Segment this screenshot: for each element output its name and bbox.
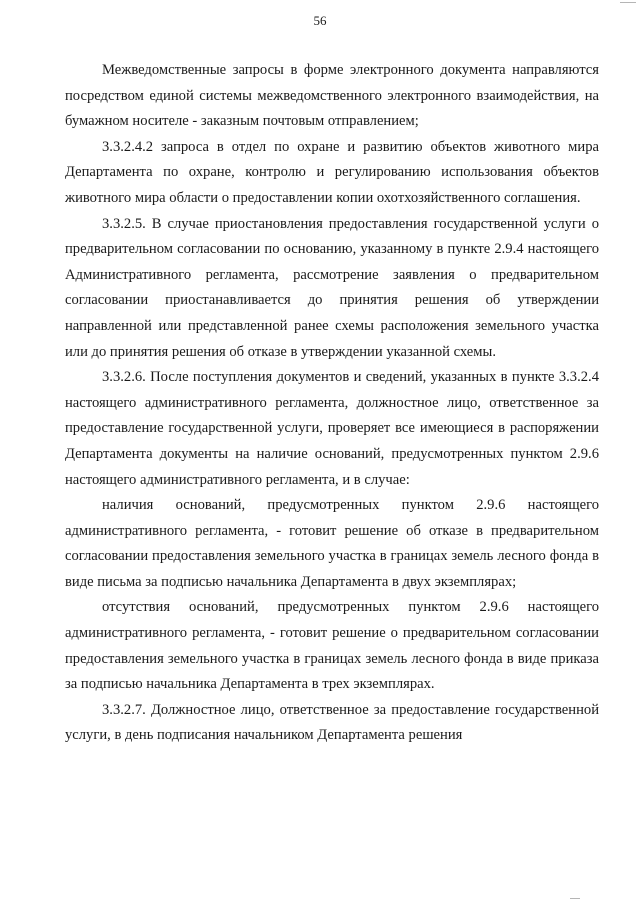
- paragraph-grounds-absent: отсутствия оснований, предусмотренных пунктом 2.9.6 настоящего административного регламента, - готовит решение о предварительном согласовании предоставления земельного участка в границах земель лесного фонда в виде приказа за подписью начальника Департамента в трех экземплярах.: [65, 599, 599, 693]
- scan-artifact-mark: [570, 898, 580, 899]
- paragraph-3-3-2-4-2: 3.3.2.4.2 запроса в отдел по охране и развитию объектов животного мира Департамента по охране, контролю и регулированию использования объектов животного мира области о предоставлении копии охотхозяйственного соглашения.: [65, 138, 599, 206]
- scan-artifact-mark: [620, 2, 636, 3]
- paragraph-grounds-present: наличия оснований, предусмотренных пунктом 2.9.6 настоящего административного регламента, - готовит решение об отказе в предварительном согласовании предоставления земельного участка в границах земель лесного фонда в виде письма за подписью начальника Департамента в двух экземплярах;: [65, 497, 599, 590]
- paragraph-3-3-2-7: 3.3.2.7. Должностное лицо, ответственное за предоставление государственной услуги, в день подписания начальником Департамента решения: [65, 701, 599, 744]
- document-body: [65, 58, 599, 749]
- page-number: 56: [313, 13, 327, 28]
- paragraph-3-3-2-5: 3.3.2.5. В случае приостановления предоставления государственной услуги о предварительном согласовании по основанию, указанному в пункте 2.9.4 настоящего Административного регламента, рассмотрение заявления о предварительном согласовании приостанавливается до принятия решения об утверждении направленной или представленной ранее схемы расположения земельного участка или до принятия решения об отказе в утверждении указанной схемы.: [65, 215, 599, 360]
- paragraph-interagency-requests: Межведомственные запросы в форме электронного документа направляются посредством единой системы межведомственного электронного взаимодействия, на бумажном носителе - заказным почтовым отправлением;: [65, 62, 599, 130]
- paragraph-3-3-2-6: 3.3.2.6. После поступления документов и сведений, указанных в пункте 3.3.2.4 настоящего административного регламента, должностное лицо, ответственное за предоставление государственной услуги, проверяет все имеющиеся в распоряжении Департамента документы на наличие оснований, предусмотренных пунктом 2.9.6 настоящего административного регламента, и в случае:: [65, 369, 599, 488]
